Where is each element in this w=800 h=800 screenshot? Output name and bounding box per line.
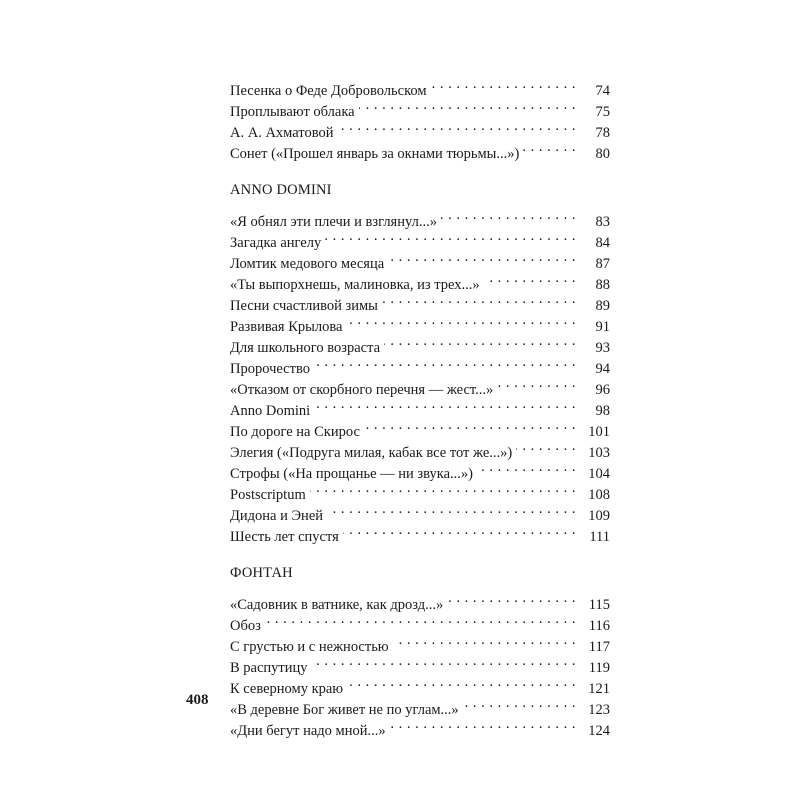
toc-entry-page-number: 80	[576, 144, 610, 165]
toc-entry-title: А. А. Ахматовой	[230, 123, 337, 144]
toc-group-continued	[230, 74, 610, 162]
toc-entry-page-number: 104	[576, 464, 610, 485]
dot-leader	[431, 74, 576, 95]
dot-leader	[314, 394, 576, 415]
toc-entry-title: «Ты выпорхнешь, малиновка, из трех...»	[230, 275, 484, 296]
dot-leader	[359, 95, 576, 116]
toc-entry-page-number: 103	[576, 443, 610, 464]
dot-leader	[382, 289, 576, 310]
toc-entry	[230, 74, 610, 99]
toc-entry	[230, 95, 610, 120]
toc-entry-title: С грустью и с нежностью	[230, 637, 393, 658]
dot-leader	[364, 415, 576, 436]
toc-entry-title: Песенка о Феде Добровольском	[230, 81, 431, 102]
toc-entry-title: Шесть лет спустя	[230, 527, 343, 548]
toc-entry-page-number: 83	[576, 212, 610, 233]
page-number: 408	[186, 692, 209, 708]
dot-leader	[497, 373, 576, 394]
toc-entry	[230, 373, 610, 398]
toc-entry-title: В распутицу	[230, 658, 312, 679]
toc-entry	[230, 609, 610, 634]
toc-entry	[230, 331, 610, 356]
toc-entry	[230, 630, 610, 655]
toc-entry	[230, 651, 610, 676]
toc-entry-page-number: 94	[576, 359, 610, 380]
toc-entry	[230, 672, 610, 697]
toc-entry	[230, 714, 610, 739]
toc-group-fontan	[230, 588, 610, 739]
toc-entry	[230, 352, 610, 377]
toc-entry-title: «Я обнял эти плечи и взглянул...»	[230, 212, 441, 233]
toc-entry-title: «Садовник в ватнике, как дрозд...»	[230, 595, 447, 616]
dot-leader	[337, 116, 576, 137]
dot-leader	[314, 352, 576, 373]
toc-entry	[230, 520, 610, 545]
toc-entry-title: К северному краю	[230, 679, 347, 700]
dot-leader	[347, 672, 576, 693]
dot-leader	[393, 630, 576, 651]
toc-entry-page-number: 98	[576, 401, 610, 422]
toc-entry-title: «Отказом от скорбного перечня — жест...»	[230, 380, 497, 401]
dot-leader	[447, 588, 576, 609]
toc-entry-title: «В деревне Бог живет не по углам...»	[230, 700, 463, 721]
toc-entry-page-number: 84	[576, 233, 610, 254]
toc-entry	[230, 289, 610, 314]
toc-entry-page-number: 89	[576, 296, 610, 317]
toc-entry-title: Элегия («Подруга милая, кабак все тот же...»)	[230, 443, 516, 464]
toc-entry-title: Пророчество	[230, 359, 314, 380]
dot-leader	[388, 247, 576, 268]
toc-entry-page-number: 91	[576, 317, 610, 338]
section-heading-anno-domini: ANNO DOMINI	[230, 182, 332, 198]
toc-entry-title: Anno Domini	[230, 401, 314, 422]
dot-leader	[325, 226, 576, 247]
toc-entry-page-number: 123	[576, 700, 610, 721]
toc-entry-title: Сонет («Прошел январь за окнами тюрьмы...»)	[230, 144, 523, 165]
toc-entry-page-number: 117	[576, 637, 610, 658]
dot-leader	[463, 693, 576, 714]
toc-entry-title: Загадка ангелу	[230, 233, 325, 254]
toc-entry	[230, 394, 610, 419]
toc-group-anno-domini	[230, 205, 610, 545]
section-heading-fontan: ФОНТАН	[230, 565, 293, 581]
toc-entry-page-number: 93	[576, 338, 610, 359]
toc-entry	[230, 693, 610, 718]
toc-entry-title: По дороге на Скирос	[230, 422, 364, 443]
toc-entry	[230, 247, 610, 272]
toc-entry	[230, 116, 610, 141]
toc-entry-page-number: 119	[576, 658, 610, 679]
toc-entry-page-number: 74	[576, 81, 610, 102]
toc-entry	[230, 499, 610, 524]
toc-entry-page-number: 108	[576, 485, 610, 506]
toc-entry-page-number: 116	[576, 616, 610, 637]
toc-entry-page-number: 78	[576, 123, 610, 144]
dot-leader	[484, 268, 576, 289]
dot-leader	[477, 457, 576, 478]
toc-entry-title: Postscriptum	[230, 485, 310, 506]
toc-entry-title: Строфы («На прощанье — ни звука...»)	[230, 464, 477, 485]
dot-leader	[310, 478, 576, 499]
toc-entry-page-number: 111	[576, 527, 610, 548]
toc-entry-title: Дидона и Эней	[230, 506, 327, 527]
toc-entry-title: Обоз	[230, 616, 265, 637]
toc-entry-page-number: 75	[576, 102, 610, 123]
table-of-contents	[230, 74, 610, 739]
toc-entry	[230, 478, 610, 503]
toc-entry	[230, 137, 610, 162]
toc-entry	[230, 588, 610, 613]
toc-entry	[230, 226, 610, 251]
dot-leader	[523, 137, 576, 158]
dot-leader	[441, 205, 576, 226]
dot-leader	[346, 310, 576, 331]
toc-entry	[230, 415, 610, 440]
toc-entry-page-number: 101	[576, 422, 610, 443]
toc-entry-page-number: 124	[576, 721, 610, 742]
dot-leader	[384, 331, 576, 352]
toc-entry-page-number: 87	[576, 254, 610, 275]
dot-leader	[327, 499, 576, 520]
toc-entry-page-number: 88	[576, 275, 610, 296]
toc-entry-page-number: 96	[576, 380, 610, 401]
toc-entry	[230, 436, 610, 461]
toc-entry-page-number: 115	[576, 595, 610, 616]
toc-entry	[230, 268, 610, 293]
toc-entry-page-number: 109	[576, 506, 610, 527]
toc-entry-page-number: 121	[576, 679, 610, 700]
dot-leader	[265, 609, 576, 630]
toc-entry-title: Для школьного возраста	[230, 338, 384, 359]
toc-entry	[230, 457, 610, 482]
dot-leader	[516, 436, 576, 457]
toc-entry	[230, 205, 610, 230]
toc-entry-title: Проплывают облака	[230, 102, 359, 123]
toc-entry-title: Песни счастливой зимы	[230, 296, 382, 317]
dot-leader	[390, 714, 576, 735]
toc-entry-title: Ломтик медового месяца	[230, 254, 388, 275]
toc-entry-title: Развивая Крылова	[230, 317, 346, 338]
dot-leader	[312, 651, 576, 672]
toc-entry	[230, 310, 610, 335]
dot-leader	[343, 520, 576, 541]
toc-entry-title: «Дни бегут надо мной...»	[230, 721, 390, 742]
